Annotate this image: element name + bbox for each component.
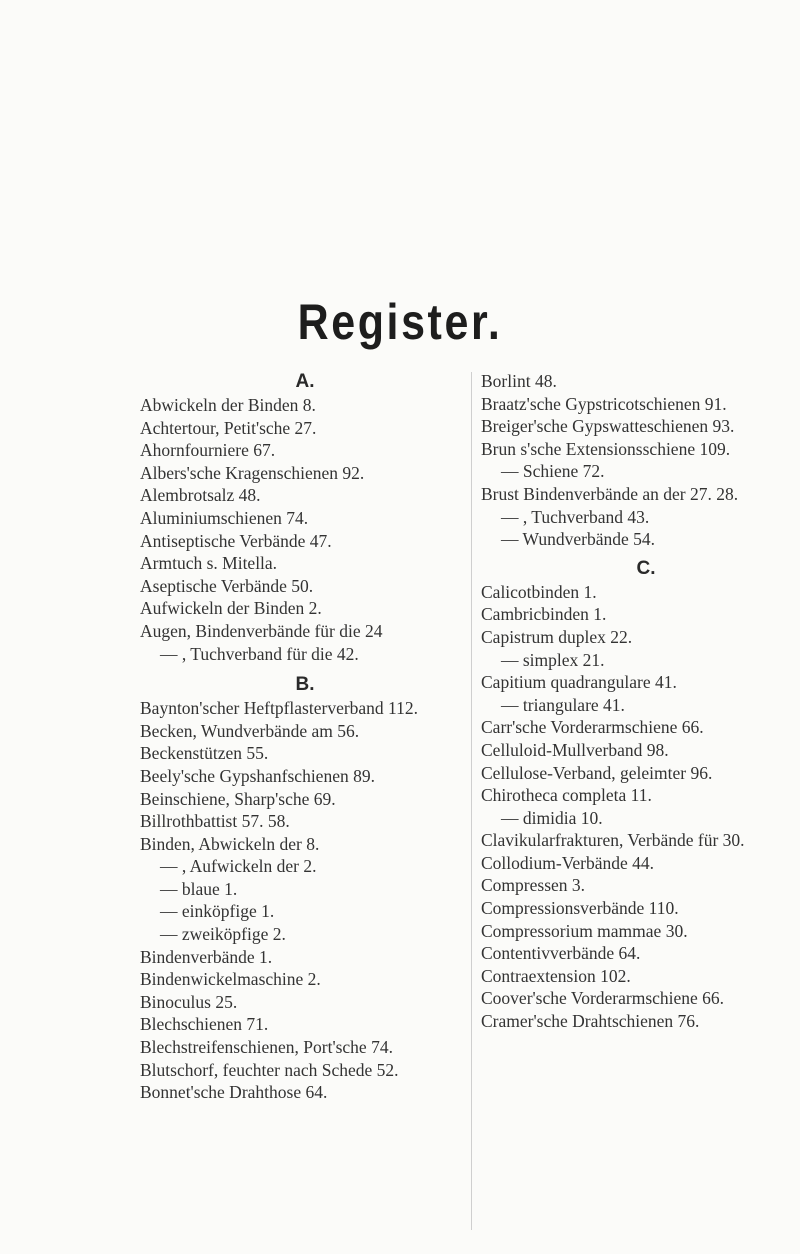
index-entry: Billrothbattist 57. 58.	[140, 811, 290, 832]
index-entry: Albers'sche Kragenschienen 92.	[140, 462, 365, 483]
index-entry: Beely'sche Gypshanfschienen 89.	[140, 765, 375, 786]
index-entry: Borlint 48.	[481, 371, 557, 391]
index-entry: Capitium quadrangulare 41.	[481, 672, 677, 693]
index-entry: — einköpfige 1.	[160, 901, 275, 922]
index-entry: Blechstreifenschienen, Port'sche 74.	[140, 1037, 393, 1058]
index-entry: Binoculus 25.	[140, 991, 238, 1012]
index-entry: Compressorium mammae 30.	[481, 920, 688, 941]
index-entry: — triangulare 41.	[501, 694, 625, 715]
index-entry: Achtertour, Petit'sche 27.	[140, 417, 317, 438]
index-entry: Clavikularfrakturen, Verbände für 30.	[481, 830, 745, 851]
index-entry: Calicotbinden 1.	[481, 581, 597, 602]
index-entry: Alembrotsalz 48.	[140, 485, 261, 506]
index-entry: Ahornfourniere 67.	[140, 440, 276, 461]
index-entry: Aseptische Verbände 50.	[140, 575, 314, 596]
index-entry: — blaue 1.	[160, 878, 238, 899]
index-entry: Blutschorf, feuchter nach Schede 52.	[140, 1059, 399, 1080]
index-entry: Baynton'scher Heftpflasterverband 112.	[140, 698, 419, 719]
index-entry: Brust Bindenverbände an der 27. 28.	[481, 483, 739, 504]
index-entry: Becken, Wundverbände am 56.	[140, 720, 360, 741]
index-entry: — dimidia 10.	[501, 807, 603, 828]
index-entry: Breiger'sche Gypswatteschienen 93.	[481, 416, 735, 437]
index-entry: Blechschienen 71.	[140, 1014, 269, 1035]
index-entry: Coover'sche Vorderarmschiene 66.	[481, 988, 725, 1009]
index-entry: Contraextension 102.	[481, 965, 631, 986]
index-entry: Armtuch s. Mitella.	[140, 553, 278, 574]
index-entry: Beckenstützen 55.	[140, 743, 269, 764]
index-entry: Brun s'sche Extensionsschiene 109.	[481, 438, 731, 459]
index-entry: Celluloid-Mullverband 98.	[481, 739, 669, 760]
index-entry: Bindenwickelmaschine 2.	[140, 969, 321, 990]
index-entry: Cellulose-Verband, geleimter 96.	[481, 762, 713, 783]
index-entry: — Wundverbände 54.	[501, 529, 656, 550]
index-entry: — , Tuchverband für die 42.	[160, 643, 359, 664]
index-entry: Antiseptische Verbände 47.	[140, 530, 332, 551]
right-column	[481, 370, 800, 1033]
index-entry: Cramer'sche Drahtschienen 76.	[481, 1011, 700, 1032]
index-entry: Contentivverbände 64.	[481, 943, 641, 964]
index-entry: — , Tuchverband 43.	[501, 506, 650, 527]
section-letter-a: A.	[295, 371, 315, 392]
index-entry: Binden, Abwickeln der 8.	[140, 833, 320, 854]
index-entry: — Schiene 72.	[501, 461, 605, 482]
index-entry: Beinschiene, Sharp'sche 69.	[140, 788, 336, 809]
index-entry: Bonnet'sche Drahthose 64.	[140, 1082, 328, 1103]
index-entry: Aluminiumschienen 74.	[140, 507, 309, 528]
index-entry: Compressionsverbände 110.	[481, 898, 679, 919]
page-title: Register.	[297, 294, 503, 350]
index-entry: Collodium-Verbände 44.	[481, 852, 655, 873]
index-entry: — simplex 21.	[501, 649, 605, 670]
section-letter-c: C.	[636, 557, 656, 579]
index-entry: — , Aufwickeln der 2.	[160, 856, 317, 877]
index-entry: Abwickeln der Binden 8.	[140, 395, 316, 415]
column-divider	[471, 372, 472, 1230]
index-entry: Capistrum duplex 22.	[481, 626, 633, 647]
index-entry: Augen, Bindenverbände für die 24	[140, 620, 383, 641]
left-column	[140, 370, 470, 1104]
index-entry: Aufwickeln der Binden 2.	[140, 598, 322, 619]
index-entry: Cambricbinden 1.	[481, 604, 607, 625]
index-entry: Compressen 3.	[481, 875, 586, 896]
index-entry: Chirotheca completa 11.	[481, 785, 652, 806]
index-entry: Bindenverbände 1.	[140, 946, 273, 967]
index-entry: Carr'sche Vorderarmschiene 66.	[481, 717, 704, 738]
section-letter-b: B.	[295, 674, 315, 696]
index-entry: Braatz'sche Gypstricotschienen 91.	[481, 393, 727, 414]
index-entry: — zweiköpfige 2.	[160, 924, 286, 945]
